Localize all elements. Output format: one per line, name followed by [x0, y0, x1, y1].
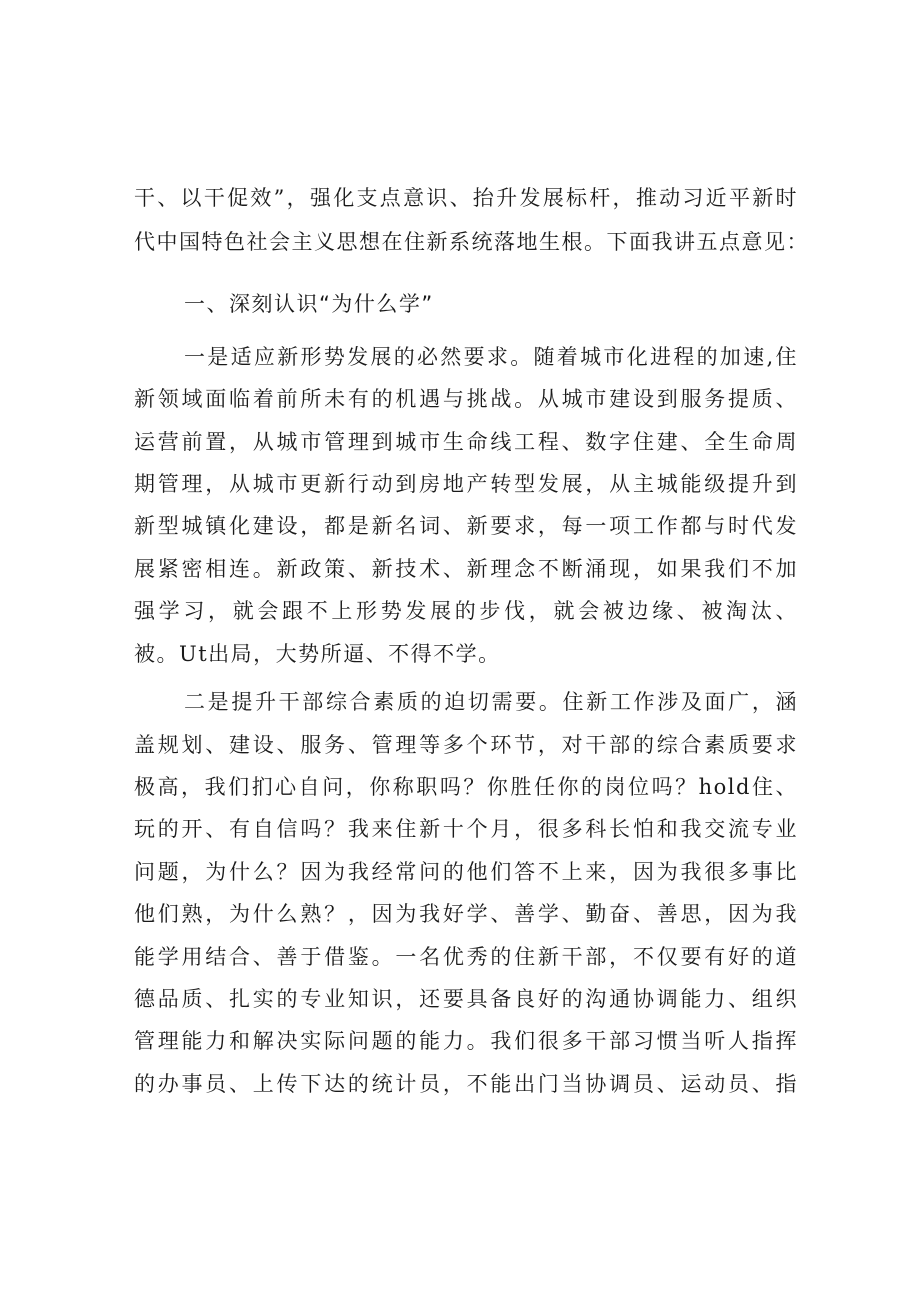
text-line: 代中国特色社会主义思想在住新系统落地生根。下面我讲五点意见： [134, 230, 809, 254]
text-line: 德品质、扎实的专业知识，还要具备良好的沟通协调能力、组织 [134, 987, 798, 1011]
text-line: 玩的开、有自信吗？我来住新十个月，很多科长怕和我交流专业 [134, 817, 798, 841]
text-line: 的办事员、上传下达的统计员，不能出门当协调员、运动员、指 [134, 1072, 798, 1096]
text-line: 二是提升干部综合素质的迫切需要。住新工作涉及面广，涵 [184, 690, 798, 714]
text-line: 新领域面临着前所未有的机遇与挑战。从城市建设到服务提质、 [134, 387, 798, 411]
text-line: 极高，我们扪心自问，你称职吗？你胜任你的岗位吗？hold住、 [134, 775, 798, 799]
text-line: 问题，为什么？因为我经常问的他们答不上来，因为我很多事比 [134, 860, 798, 884]
text-line: 运营前置，从城市管理到城市生命线工程、数字住建、全生命周 [134, 430, 798, 454]
text-line: 展紧密相连。新政策、新技术、新理念不断涌现，如果我们不加 [134, 557, 798, 581]
text-line: 被。Ut出局，大势所逼、不得不学。 [134, 642, 501, 666]
text-line: 干、以干促效”，强化支点意识、抬升发展标杆，推动习近平新时 [134, 186, 798, 210]
text-line: 盖规划、建设、服务、管理等多个环节，对干部的综合素质要求 [134, 733, 798, 757]
text-line: 新型城镇化建设，都是新名词、新要求，每一项工作都与时代发 [134, 514, 798, 538]
text-line: 期管理，从城市更新行动到房地产转型发展，从主城能级提升到 [134, 472, 798, 496]
text-line: 能学用结合、善于借鉴。一名优秀的住新干部，不仅要有好的道 [134, 945, 798, 969]
text-line: 一是适应新形势发展的必然要求。随着城市化进程的加速,住 [184, 345, 798, 369]
text-line: 他们熟，为什么熟？，因为我好学、善学、勤奋、善思，因为我 [134, 902, 798, 926]
text-line: 管理能力和解决实际问题的能力。我们很多干部习惯当听人指挥 [134, 1029, 798, 1053]
text-line: 强学习，就会跟不上形势发展的步伐，就会被边缘、被淘汰、 [134, 599, 798, 623]
section-heading: 一、深刻认识“为什么学” [184, 292, 434, 316]
